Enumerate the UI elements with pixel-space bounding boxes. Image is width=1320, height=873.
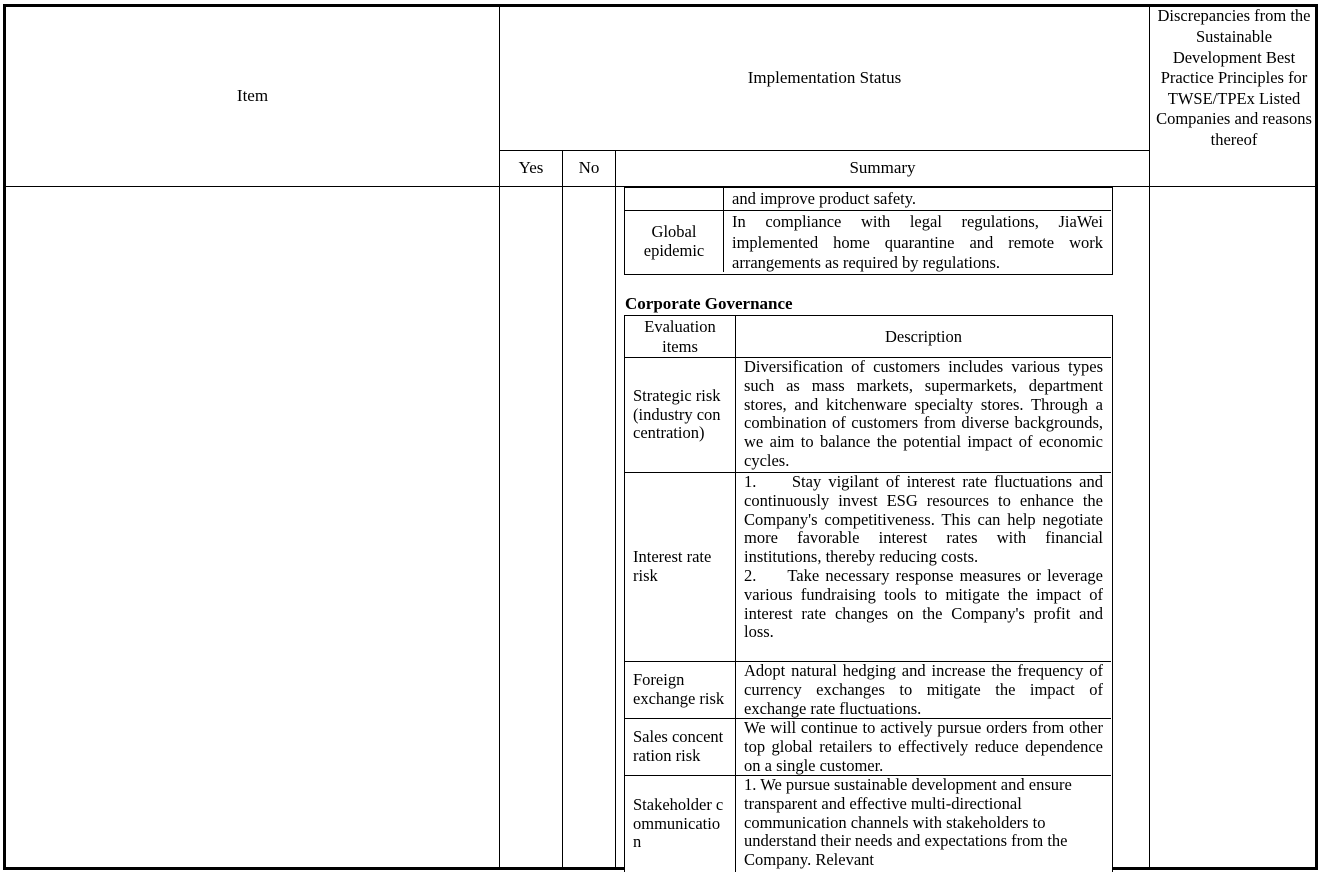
- governance-col-description: Description: [885, 326, 962, 346]
- env-description-cell: and improve product safety.: [732, 190, 917, 208]
- governance-item-foreign-exchange-risk: Foreign exchange risk: [633, 670, 725, 708]
- header-summary: Summary: [849, 158, 916, 178]
- governance-description-sales-concentration-risk: We will continue to actively pursue orders from other top global retailers to effectively reduce dependence on a single customer.: [744, 719, 1103, 775]
- governance-description-interest-rate-risk: [736, 473, 1111, 661]
- governance-item-sales-concentration-risk: Sales concentration risk: [633, 727, 724, 765]
- divider-yes-column: [562, 151, 563, 868]
- header-no: No: [578, 158, 600, 178]
- interest-rate-point-1: 1. Stay vigilant of interest rate fluctuations and continuously invest ESG resources to enhance the Company's competitiveness. This can help negotiate more favorable interest rates with financial institutions, thereby reducing costs.: [744, 473, 1103, 567]
- header-implementation-status: Implementation Status: [747, 67, 902, 87]
- governance-risk-table: [624, 315, 1113, 872]
- governance-item-stakeholder-communication: Stakeholder communication: [633, 794, 724, 852]
- governance-description-strategic-risk: Diversification of customers includes various types such as mass markets, supermarkets, department stores, and kitchenware specialty stores. Through a combination of customers from diverse backgrounds, we aim to balance the potential impact of economic cycles.: [744, 358, 1103, 470]
- header-item: Item: [236, 85, 269, 105]
- header-yes: Yes: [518, 158, 544, 178]
- environment-risk-table: [624, 187, 1113, 275]
- governance-item-strategic-risk: Strategic risk (industry concentration): [633, 385, 721, 443]
- governance-col-evaluation-items: Evaluation items: [644, 317, 716, 356]
- governance-title: Corporate Governance: [625, 294, 793, 313]
- governance-description-foreign-exchange-risk: Adopt natural hedging and increase the frequency of currency exchanges to mitigate the impact of exchange rate fluctuations.: [744, 662, 1103, 718]
- env-item-global-epidemic: Global epidemic: [643, 221, 705, 260]
- divider-discrepancy-column: [1149, 6, 1150, 868]
- interest-rate-point-2: 2. Take necessary response measures or leverage various fundraising tools to mitigate the impact of interest rate changes on the Company's profit and loss.: [744, 565, 1103, 642]
- governance-item-interest-rate-risk: Interest rate risk: [633, 547, 712, 585]
- header-discrepancies: Discrepancies from the Sustainable Development Best Practice Principles for TWSE/TPEx Listed Companies and reasons thereof: [1156, 6, 1312, 149]
- governance-description-stakeholder-communication: 1. We pursue sustainable development and ensure transparent and effective multi-directional communication channels with stakeholders to understand their needs and expectations from the Company. Relevant: [744, 776, 1072, 869]
- env-description-global-epidemic: In compliance with legal regulations, JiaWei implemented home quarantine and remote work arrangements as required by regulations.: [732, 212, 1103, 272]
- divider-no-column: [615, 151, 616, 868]
